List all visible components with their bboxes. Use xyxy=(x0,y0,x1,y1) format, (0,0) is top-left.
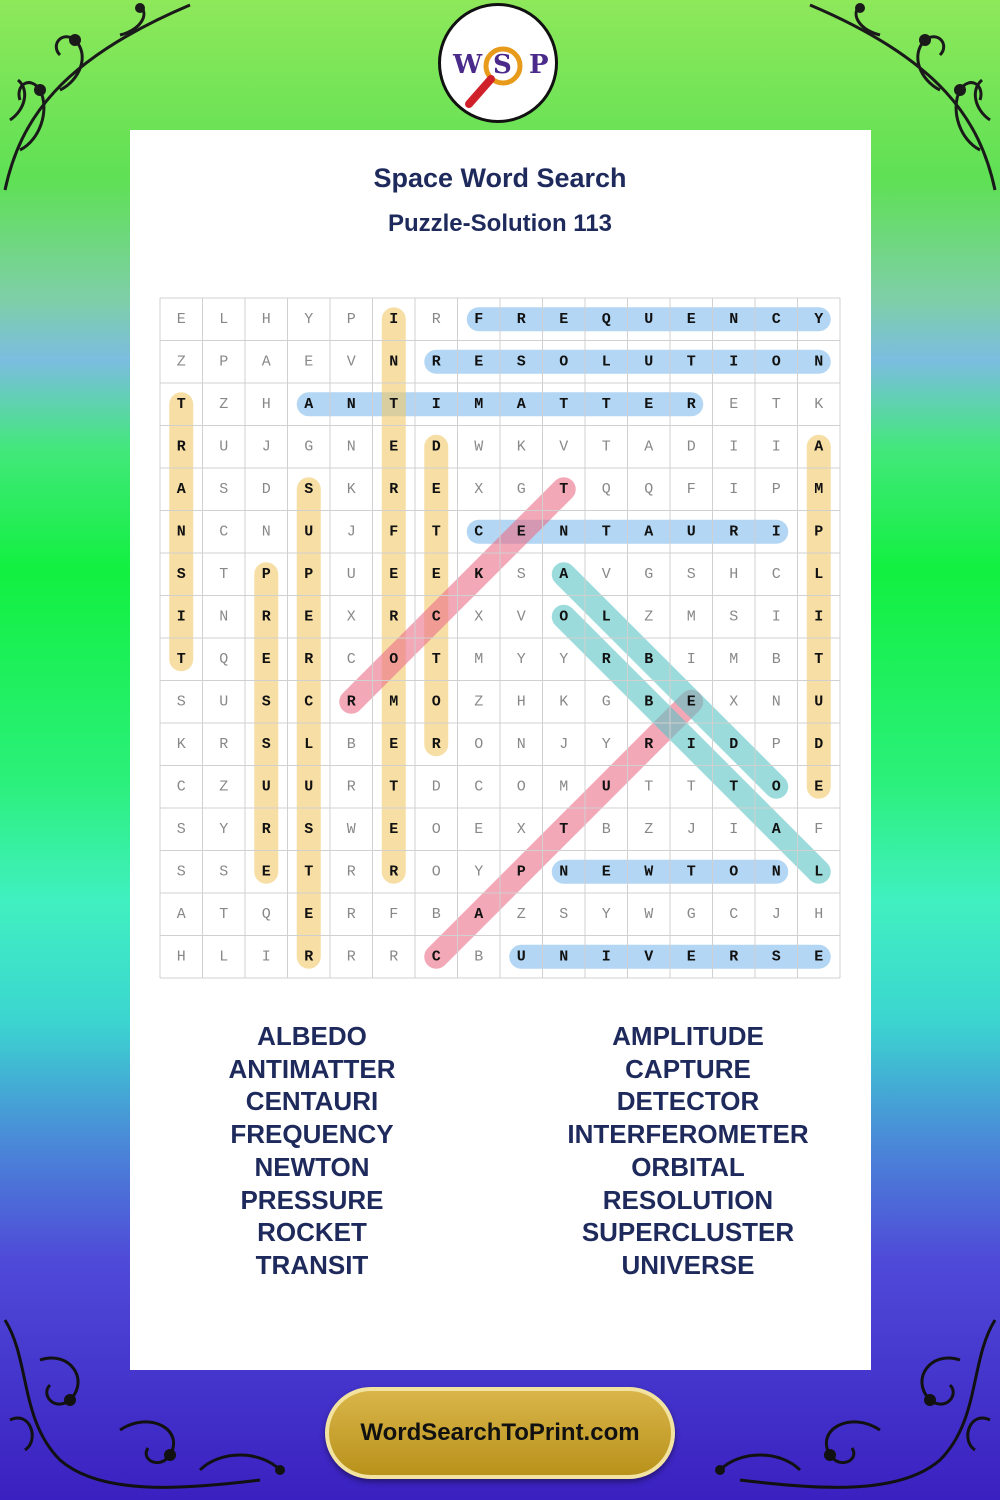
grid-letter: I xyxy=(729,820,739,838)
grid-letter: E xyxy=(686,948,696,966)
grid-letter: L xyxy=(219,948,229,966)
word-item: ORBITAL xyxy=(631,1151,745,1182)
grid-letter: R xyxy=(176,438,186,456)
grid-letter: I xyxy=(771,523,781,541)
grid-letter: R xyxy=(729,948,739,966)
grid-letter: R xyxy=(686,395,696,413)
grid-letter: S xyxy=(771,948,781,966)
grid-letter: U xyxy=(304,523,314,541)
grid-letter: U xyxy=(601,778,611,796)
grid-letter: C xyxy=(431,948,441,966)
word-list-right xyxy=(498,1020,878,1282)
grid-letter: R xyxy=(304,948,314,966)
grid-letter: C xyxy=(431,608,441,626)
grid-letter: T xyxy=(389,395,399,413)
grid-letter: P xyxy=(771,480,781,498)
grid-letter: Z xyxy=(474,693,484,711)
word-item: DETECTOR xyxy=(616,1086,760,1117)
grid-letter: M xyxy=(729,650,739,668)
grid-letter: J xyxy=(686,820,696,838)
grid-letter: Y xyxy=(304,310,314,328)
grid-letter: G xyxy=(644,565,654,583)
grid-letter: O xyxy=(729,863,739,881)
grid-letter: G xyxy=(304,438,314,456)
grid-letter: C xyxy=(346,650,356,668)
grid-letter: A xyxy=(814,438,824,456)
grid-letter: A xyxy=(176,905,186,923)
grid-letter: R xyxy=(346,693,356,711)
grid-letter: T xyxy=(601,395,611,413)
grid-letter: H xyxy=(516,693,526,711)
grid-letter: E xyxy=(389,735,399,753)
grid-letter: U xyxy=(516,948,526,966)
grid-letter: N xyxy=(559,523,569,541)
grid-letter: Y xyxy=(474,863,484,881)
website-link-label: WordSearchToPrint.com xyxy=(360,1419,640,1446)
grid-letter: R xyxy=(389,480,399,498)
grid-letter: V xyxy=(644,948,654,966)
grid-letter: A xyxy=(516,395,526,413)
grid-letter: E xyxy=(474,353,484,371)
grid-letter: S xyxy=(729,608,739,626)
grid-letter: T xyxy=(559,820,569,838)
grid-letter: O xyxy=(771,353,781,371)
grid-letter: N xyxy=(516,735,526,753)
grid-letter: N xyxy=(176,523,186,541)
grid-letter: S xyxy=(304,480,314,498)
grid-letter: K xyxy=(814,395,824,413)
grid-letter: R xyxy=(644,735,654,753)
grid-letter: Y xyxy=(601,735,611,753)
grid-letter: E xyxy=(176,310,186,328)
grid-letter: S xyxy=(304,820,314,838)
grid-letter: Y xyxy=(601,905,611,923)
grid-letter: N xyxy=(559,948,569,966)
grid-letter: I xyxy=(261,948,271,966)
grid-letter: F xyxy=(814,820,824,838)
grid-letter: E xyxy=(516,523,526,541)
grid-letter: O xyxy=(431,820,441,838)
grid-letter: N xyxy=(559,863,569,881)
grid-letter: C xyxy=(474,523,484,541)
grid-letter: C xyxy=(729,905,739,923)
grid-letter: R xyxy=(261,820,271,838)
grid-letter: T xyxy=(601,523,611,541)
grid-letter: O xyxy=(559,608,569,626)
word-item: UNIVERSE xyxy=(621,1249,755,1280)
grid-letter: X xyxy=(474,480,484,498)
grid-letter: H xyxy=(729,565,739,583)
grid-letter: Y xyxy=(219,820,229,838)
website-link-button[interactable] xyxy=(325,1387,675,1479)
word-item: ALBEDO xyxy=(257,1021,367,1051)
grid-letter: S xyxy=(176,565,186,583)
grid-letter: Z xyxy=(644,820,654,838)
grid-letter: U xyxy=(346,565,356,583)
grid-letter: T xyxy=(431,650,441,668)
grid-letter: V xyxy=(601,565,611,583)
grid-letter: O xyxy=(389,650,399,668)
grid-letter: Z xyxy=(644,608,654,626)
grid-letter: B xyxy=(431,905,441,923)
grid-letter: K xyxy=(176,735,186,753)
grid-letter: T xyxy=(219,565,229,583)
grid-letter: T xyxy=(389,778,399,796)
grid-letter: R xyxy=(346,863,356,881)
grid-letter: D xyxy=(431,438,441,456)
grid-letter: S xyxy=(176,820,186,838)
grid-letter: F xyxy=(474,310,484,328)
grid-letter: T xyxy=(176,395,186,413)
grid-letter: I xyxy=(601,948,611,966)
grid-letter: E xyxy=(686,310,696,328)
grid-letter: Y xyxy=(814,310,824,328)
grid-letter: R xyxy=(431,353,441,371)
logo-letter-w: W xyxy=(453,50,483,80)
word-item: ROCKET xyxy=(257,1217,367,1248)
grid-letter: E xyxy=(261,650,271,668)
grid-letter: R xyxy=(261,608,271,626)
grid-letter: W xyxy=(644,863,654,881)
grid-letter: R xyxy=(346,778,356,796)
grid-letter: Q xyxy=(219,650,229,668)
grid-letter: C xyxy=(771,310,781,328)
grid-letter: I xyxy=(729,353,739,371)
grid-letter: M xyxy=(389,693,399,711)
grid-letter: Q xyxy=(261,905,271,923)
grid-letter: F xyxy=(389,523,399,541)
word-item: INTERFEROMETER xyxy=(567,1119,809,1150)
grid-letter: I xyxy=(176,608,186,626)
grid-letter: P xyxy=(219,353,229,371)
grid-letter: T xyxy=(431,523,441,541)
grid-letter: C xyxy=(219,523,229,541)
grid-letter: I xyxy=(389,310,399,328)
grid-letter: E xyxy=(644,395,654,413)
word-item: RESOLUTION xyxy=(602,1184,774,1215)
grid-letter: E xyxy=(389,565,399,583)
grid-letter: X xyxy=(474,608,484,626)
grid-letter: P xyxy=(346,310,356,328)
grid-letter: S xyxy=(219,863,229,881)
grid-letter: M xyxy=(814,480,824,498)
grid-letter: C xyxy=(474,778,484,796)
grid-letter: S xyxy=(559,905,569,923)
grid-letter: W xyxy=(346,820,356,838)
grid-letter: J xyxy=(346,523,356,541)
grid-letter: N xyxy=(346,438,356,456)
word-item: FREQUENCY xyxy=(230,1119,394,1150)
grid-letter: Q xyxy=(601,310,611,328)
grid-letter: L xyxy=(601,353,611,371)
grid-letter: X xyxy=(516,820,526,838)
grid-letter: J xyxy=(261,438,271,456)
grid-letter: T xyxy=(686,778,696,796)
grid-letter: R xyxy=(601,650,611,668)
grid-letter: O xyxy=(431,863,441,881)
grid-letter: U xyxy=(304,778,314,796)
grid-letter: C xyxy=(771,565,781,583)
grid-letter: I xyxy=(686,650,696,668)
grid-letter: E xyxy=(686,693,696,711)
grid-letter: V xyxy=(346,353,356,371)
grid-letter: G xyxy=(601,693,611,711)
grid-letter: L xyxy=(814,863,824,881)
grid-letter: P xyxy=(304,565,314,583)
grid-letter: Q xyxy=(644,480,654,498)
grid-letter: H xyxy=(176,948,186,966)
grid-letter: P xyxy=(814,523,824,541)
grid-letter: B xyxy=(644,650,654,668)
grid-letter: V xyxy=(559,438,569,456)
grid-letter: R xyxy=(304,650,314,668)
grid-letter: O xyxy=(559,353,569,371)
grid-letter: H xyxy=(261,310,271,328)
grid-letter: Z xyxy=(219,395,229,413)
grid-letter: P xyxy=(516,863,526,881)
grid-letter: S xyxy=(176,693,186,711)
word-item: PRESSURE xyxy=(240,1184,384,1215)
grid-letter: J xyxy=(559,735,569,753)
grid-letter: T xyxy=(686,353,696,371)
grid-letter: W xyxy=(474,438,484,456)
grid-letter: E xyxy=(601,863,611,881)
grid-letter: U xyxy=(219,438,229,456)
grid-letter: E xyxy=(304,905,314,923)
grid-letter: K xyxy=(516,438,526,456)
grid-letter: R xyxy=(389,948,399,966)
grid-letter: S xyxy=(686,565,696,583)
grid-letter: L xyxy=(601,608,611,626)
grid-letter: T xyxy=(771,395,781,413)
word-item: AMPLITUDE xyxy=(612,1021,764,1051)
grid-letter: E xyxy=(304,608,314,626)
grid-letter: S xyxy=(176,863,186,881)
grid-letter: R xyxy=(431,735,441,753)
grid-letter: D xyxy=(686,438,696,456)
grid-letter: O xyxy=(771,778,781,796)
grid-letter: S xyxy=(516,565,526,583)
grid-letter: R xyxy=(729,523,739,541)
grid-letter: U xyxy=(644,353,654,371)
grid-letter: R xyxy=(516,310,526,328)
grid-letter: T xyxy=(729,778,739,796)
grid-letter: Y xyxy=(559,650,569,668)
grid-letter: E xyxy=(729,395,739,413)
grid-letter: S xyxy=(516,353,526,371)
grid-letter: O xyxy=(431,693,441,711)
grid-letter: R xyxy=(431,310,441,328)
grid-letter: T xyxy=(559,480,569,498)
grid-letter: M xyxy=(559,778,569,796)
grid-letter: B xyxy=(474,948,484,966)
page-title: Space Word Search xyxy=(373,163,627,193)
grid-letter: Z xyxy=(219,778,229,796)
grid-letter: M xyxy=(474,650,484,668)
grid-letter: Z xyxy=(516,905,526,923)
grid-letter: T xyxy=(601,438,611,456)
grid-letter: H xyxy=(814,905,824,923)
grid-letter: T xyxy=(644,778,654,796)
grid-letter: U xyxy=(261,778,271,796)
grid-letter: N xyxy=(814,353,824,371)
grid-letter: N xyxy=(261,523,271,541)
grid-letter: U xyxy=(644,310,654,328)
grid-letter: E xyxy=(431,480,441,498)
grid-letter: R xyxy=(389,608,399,626)
grid-letter: Z xyxy=(176,353,186,371)
grid-letter: M xyxy=(686,608,696,626)
grid-letter: I xyxy=(771,438,781,456)
grid-letter: S xyxy=(219,480,229,498)
grid-letter: O xyxy=(516,778,526,796)
grid-letter: D xyxy=(261,480,271,498)
grid-letter: L xyxy=(814,565,824,583)
grid-letter: A xyxy=(474,905,484,923)
grid-letter: R xyxy=(219,735,229,753)
grid-letter: F xyxy=(389,905,399,923)
grid-letter: I xyxy=(729,480,739,498)
grid-letter: B xyxy=(771,650,781,668)
grid-letter: E xyxy=(389,820,399,838)
grid-letter: X xyxy=(729,693,739,711)
grid-letter: N xyxy=(729,310,739,328)
grid-letter: K xyxy=(346,480,356,498)
grid-letter: I xyxy=(771,608,781,626)
grid-letter: V xyxy=(516,608,526,626)
grid-letter: A xyxy=(644,523,654,541)
grid-letter: L xyxy=(219,310,229,328)
grid-letter: I xyxy=(729,438,739,456)
grid-letter: T xyxy=(559,395,569,413)
grid-letter: E xyxy=(814,948,824,966)
page-subtitle: Puzzle-Solution 113 xyxy=(387,210,613,237)
grid-letter: R xyxy=(389,863,399,881)
grid-letter: R xyxy=(346,948,356,966)
grid-letter: U xyxy=(219,693,229,711)
grid-letter: I xyxy=(431,395,441,413)
word-item: CENTAURI xyxy=(245,1086,379,1117)
grid-letter: M xyxy=(474,395,484,413)
grid-letter: L xyxy=(304,735,314,753)
grid-letter: A xyxy=(644,438,654,456)
grid-letter: E xyxy=(814,778,824,796)
grid-letter: T xyxy=(814,650,824,668)
grid-letter: O xyxy=(474,735,484,753)
grid-letter: D xyxy=(729,735,739,753)
grid-letter: R xyxy=(346,905,356,923)
grid-letter: Q xyxy=(601,480,611,498)
grid-letter: N xyxy=(771,693,781,711)
grid-letter: K xyxy=(559,693,569,711)
grid-letter: U xyxy=(814,693,824,711)
word-item: CAPTURE xyxy=(625,1053,751,1084)
grid-letter: T xyxy=(219,905,229,923)
grid-letter: A xyxy=(559,565,569,583)
grid-letter: S xyxy=(261,735,271,753)
word-item: NEWTON xyxy=(254,1151,370,1182)
grid-letter: J xyxy=(771,905,781,923)
word-list-left xyxy=(122,1020,502,1282)
grid-letter: S xyxy=(261,693,271,711)
grid-letter: B xyxy=(644,693,654,711)
grid-letter: A xyxy=(176,480,186,498)
grid-letter: P xyxy=(261,565,271,583)
grid-letter: T xyxy=(304,863,314,881)
grid-letter: Y xyxy=(516,650,526,668)
grid-letter: E xyxy=(389,438,399,456)
grid-letter: C xyxy=(304,693,314,711)
grid-letter: B xyxy=(601,820,611,838)
grid-letter: E xyxy=(431,565,441,583)
grid-letter: K xyxy=(474,565,484,583)
word-item: SUPERCLUSTER xyxy=(581,1217,795,1248)
grid-letter: W xyxy=(644,905,654,923)
grid-letter: I xyxy=(814,608,824,626)
grid-letter: X xyxy=(346,608,356,626)
grid-letter: G xyxy=(516,480,526,498)
grid-letter: N xyxy=(389,353,399,371)
grid-letter: A xyxy=(771,820,781,838)
word-item: ANTIMATTER xyxy=(228,1053,396,1084)
grid-letter: H xyxy=(261,395,271,413)
grid-letter: C xyxy=(176,778,186,796)
grid-letter: E xyxy=(559,310,569,328)
grid-letter: P xyxy=(771,735,781,753)
grid-letter: A xyxy=(261,353,271,371)
grid-letter: E xyxy=(304,353,314,371)
logo-letter-s: S xyxy=(493,50,512,80)
grid-letter: B xyxy=(346,735,356,753)
grid-letter: D xyxy=(431,778,441,796)
grid-letter: I xyxy=(686,735,696,753)
logo-letter-p: P xyxy=(529,50,549,80)
word-item: TRANSIT xyxy=(255,1249,369,1280)
grid-letter: N xyxy=(219,608,229,626)
grid-letter: G xyxy=(686,905,696,923)
grid-letter: T xyxy=(686,863,696,881)
grid-letter: N xyxy=(771,863,781,881)
grid-letter: E xyxy=(261,863,271,881)
grid-letter: A xyxy=(304,395,314,413)
grid-letter: E xyxy=(474,820,484,838)
grid-letter: F xyxy=(686,480,696,498)
grid-letter: T xyxy=(176,650,186,668)
grid-letter: N xyxy=(346,395,356,413)
grid-letter: U xyxy=(686,523,696,541)
grid-letter: D xyxy=(814,735,824,753)
